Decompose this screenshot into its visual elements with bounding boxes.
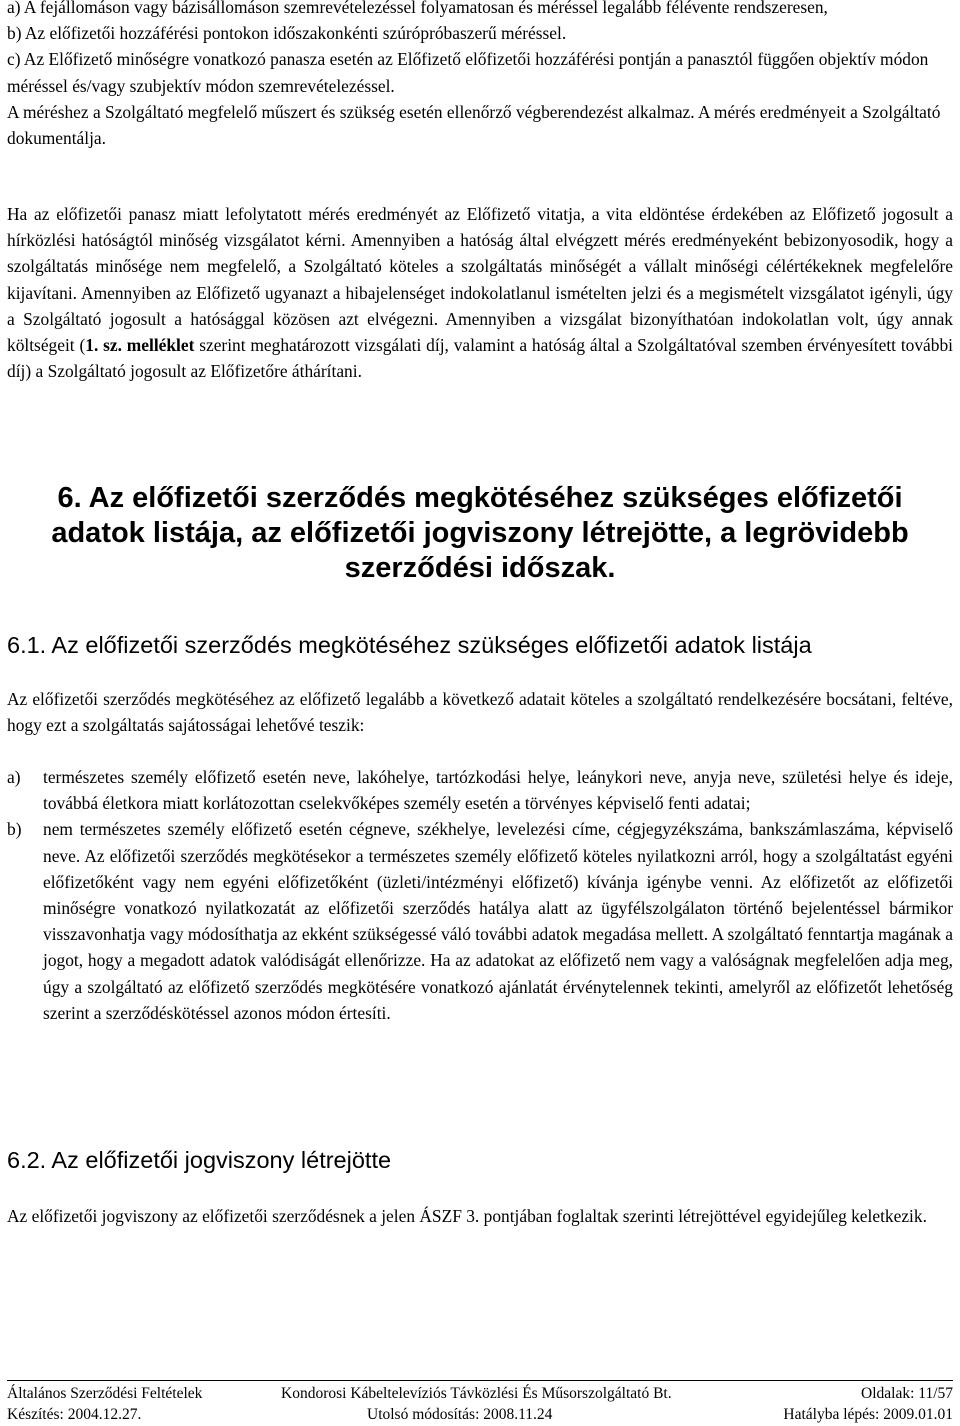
item-c: c) Az Előfizető minőségre vonatkozó panasza esetén az Előfizető előfizetői hozzáférési pontján a panasztól függően objektív módon méréssel és/vagy szubjektív módon szemrevételezéssel. — [7, 49, 929, 96]
list-item — [7, 816, 953, 1026]
section-6-2-heading: 6.2. Az előfizetői jogviszony létrejötte — [7, 1147, 392, 1173]
item-a: a) A fejállomáson vagy bázisállomáson szemrevételezéssel folyamatosan és méréssel legalább félévente rendszeresen, — [7, 0, 828, 17]
section-6-title: 6. Az előfizetői szerződés megkötéséhez szükséges előfizetői adatok listája, az előfizetői jogviszony létrejötte, a legrövidebb szerződési időszak. — [51, 482, 909, 584]
footer-divider — [7, 1380, 953, 1381]
footer-effective: Hatályba lépés: 2009.01.01 — [783, 1406, 953, 1423]
list-text: nem természetes személy előfizető esetén cégneve, székhelye, levelezési címe, cégjegyzékszáma, bankszámlaszáma, képviselő neve. Az előfizetői szerződés megkötésekor a természetes személy előfizető köteles nyilatkozni arról, hogy a szolgáltatást egyéni előfizetőként vagy nem egyéni előfizetőként (üzleti/intézményi előfizető) kívánja igénybe venni. Az előfizetőt az előfizetői minőségre vonatkozó nyilatkozatát az előfizetői szerződés hatálya alatt az ügyfélszolgálaton történő bejelentéssel bármikor visszavonhatja vagy módosíthatja az ekként szükségessé váló további adatok megadása mellett. A szolgáltató fenntartja magának a jogot, hogy a megadott adatok valódiságát ellenőrizze. Ha az adatokat az előfizető nem vagy a valóságnak megfelelően adja meg, úgy a szolgáltató az előfizető szerződés megkötésére vonatkozó ajánlatát érvénytelennek tekinti, amelyről az előfizetőt lehetőség szerint a szerződéskötéssel azonos módon értesíti. — [43, 819, 953, 1023]
measurement-note: A méréshez a Szolgáltató megfelelő műszert és szükség esetén ellenőrző végberendezést alkalmaz. A mérés eredményeit a Szolgáltató dokumentálja. — [7, 101, 941, 149]
footer-modified: Utolsó módosítás: 2008.11.24 — [367, 1406, 553, 1423]
footer-doc-title: Általános Szerződési Feltételek — [7, 1385, 203, 1402]
footer-pages: Oldalak: 11/57 — [861, 1385, 953, 1402]
list-marker: a) — [7, 767, 21, 787]
subscriber-data-list — [7, 764, 953, 1026]
list-text: természetes személy előfizető esetén neve, lakóhelye, tartózkodási helye, leánykori neve, anyja neve, születési helye és ideje, továbbá életkora miatt korlátozottan cselekvőképes személy esetén a törvényes képviselő fenti adatai; — [43, 767, 953, 814]
list-marker: b) — [7, 819, 22, 840]
authority-text-2: szerint meghatározott vizsgálati díj, valamint a hatóság által a Szolgáltatóval szemben érvényesített további díj) a Szolgáltató jogosult az Előfizetőre áthárítani. — [7, 335, 953, 382]
section-6-1-heading: 6.1. Az előfizetői szerződés megkötéséhez szükséges előfizetői adatok listája — [7, 632, 812, 658]
footer-company: Kondorosi Kábeltelevíziós Távközlési És Műsorszolgáltató Bt. — [281, 1385, 672, 1402]
annex-reference: 1. sz. melléklet — [85, 335, 195, 356]
list-item — [7, 764, 953, 816]
measurement-methods — [7, 0, 953, 151]
item-b: b) Az előfizetői hozzáférési pontokon időszakonkénti szúrópróbaszerű méréssel. — [7, 23, 567, 44]
section-6-2-text: Az előfizetői jogviszony az előfizetői szerződésnek a jelen ÁSZF 3. pontjában foglaltak szerinti létrejöttével egyidejűleg keletkezik. — [7, 1206, 927, 1226]
authority-paragraph — [7, 201, 953, 384]
authority-text-1: Ha az előfizetői panasz miatt lefolytatott mérés eredményét az Előfizető vitatja, a vita eldöntése érdekében az Előfizető jogosult a hírközlési hatóságtól minőség vizsgálatot kérni. Amennyiben a hatóság által elvégzett mérés eredményeként bebizonyosodik, hogy a szolgáltatás minősége nem megfelelő, a Szolgáltató köteles a szolgáltatás minőségét a vállalt minőségi célértékeknek megfelelőre kijavítani. Amennyiben az Előfizető ugyanazt a hibajelenséget indokolatlanul ismételten jelzi és a megismételt vizsgálatot igényli, úgy a Szolgáltató jogosult a hatósággal közösen azt elvégezni. Amennyiben a vizsgálat bizonyíthatóan indokolatlan volt, úgy annak költségeit ( — [7, 204, 953, 356]
section-6-1-intro: Az előfizetői szerződés megkötéséhez az előfizető legalább a következő adatait köteles a szolgáltató rendelkezésére bocsátani, feltéve, hogy ezt a szolgáltatás sajátosságai lehetővé teszik: — [7, 689, 953, 736]
footer-created: Készítés: 2004.12.27. — [7, 1406, 142, 1423]
